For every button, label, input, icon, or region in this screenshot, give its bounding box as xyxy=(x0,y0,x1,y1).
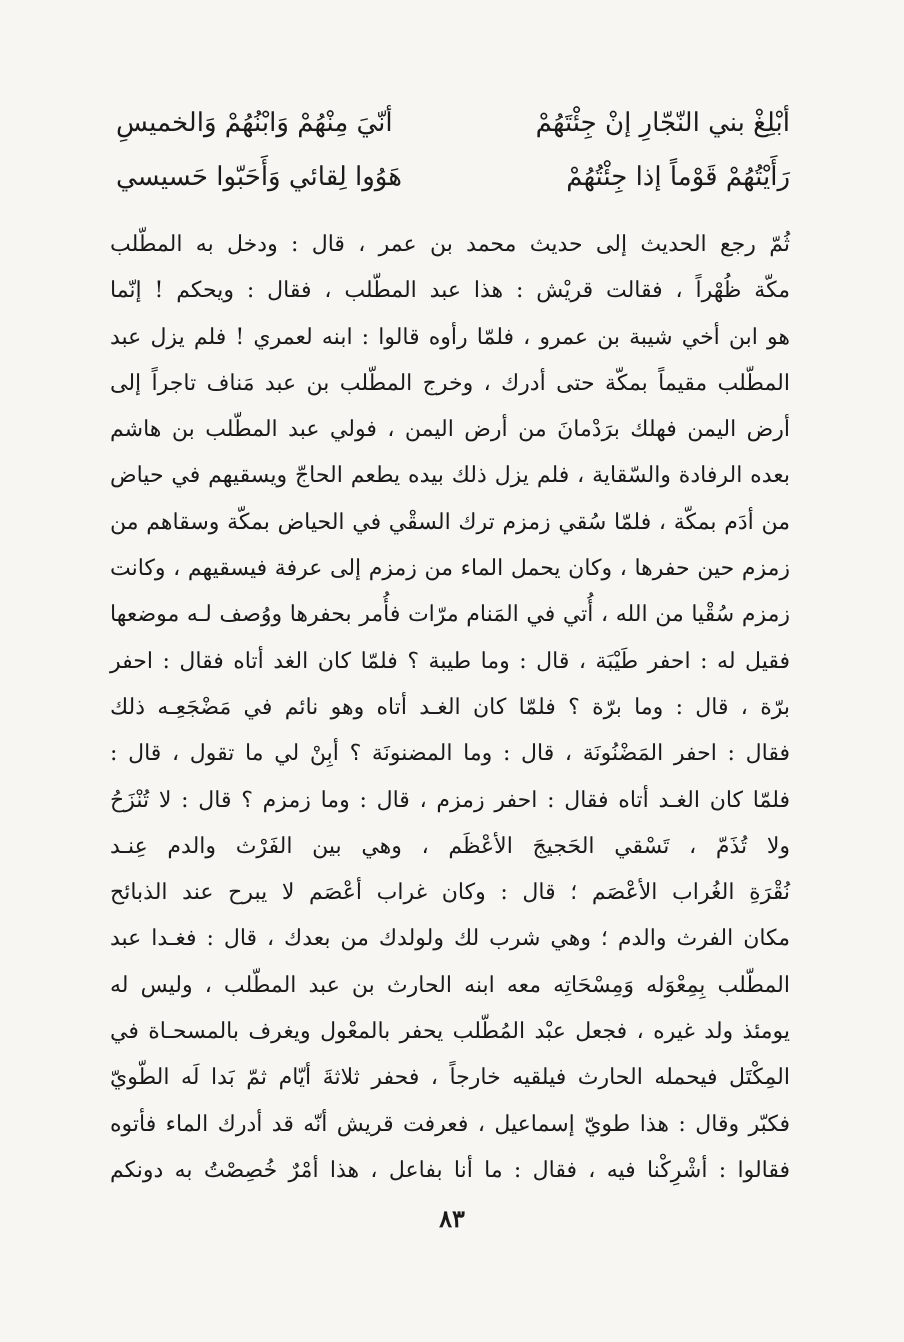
text-line: فقال : احفر المَضْنُونَة ، قال : وما المضنونَة ؟ أبِنْ لي ما تقول ، قال : xyxy=(110,741,790,767)
poetry-verses xyxy=(116,96,790,204)
text-line: المطّلب بِمِعْوَله وَمِسْحَاتِه معه ابنه الحارث بن عبد المطّلب ، وليس له xyxy=(110,972,790,998)
verse-1-second-hemistich: أنّيَ مِنْهُمْ وَابْنُهُمْ وَالخميسِ xyxy=(116,108,393,138)
verse-2-second-hemistich: هَوُوا لِقائي وَأَحَبّوا حَسيسي xyxy=(116,162,402,192)
text-line: بعده الرفادة والسّقاية ، فلم يزل ذلك بيده يطعم الحاجّ ويسقيهم في حياض xyxy=(110,463,790,489)
text-line: زمزم حين حفرها ، وكان يحمل الماء من زمزم إلى عرفة فيسقيهم ، وكانت xyxy=(110,556,790,582)
verse-2-first-hemistich: رَأَيْتُهُمْ قَوْماً إذا جِئْتُهُمْ xyxy=(566,162,790,192)
text-line: هو ابن أخي شيبة بن عمرو ، فلمّا رأوه قالوا : ابنه لعمري ! فلم يزل عبد xyxy=(110,324,790,350)
text-line: فقالوا : أشْرِكْنا فيه ، فقال : ما أنا بفاعل ، هذا أمْرٌ خُصِصْتُ به دونكم xyxy=(110,1157,790,1183)
text-line: فلمّا كان الغـد أتاه فقال : احفر زمزم ، قال : وما زمزم ؟ قال : لا تُنْزَحُ xyxy=(110,787,790,813)
text-line: من أدَم بمكّة ، فلمّا سُقي زمزم ترك السقْي في الحياض بمكّة وسقاهم من xyxy=(110,509,790,535)
text-line: نُقْرَةِ الغُراب الأعْصَم ؛ قال : وكان غراب أعْصَم لا يبرح عند الذبائح xyxy=(110,880,790,906)
text-line: ثُمّ رجع الحديث إلى حديث محمد بن عمر ، قال : ودخل به المطّلب xyxy=(110,232,790,257)
text-line: برّة ، قال : وما برّة ؟ فلمّا كان الغـد أتاه وهو نائم في مَضْجَعِـه ذلك xyxy=(110,694,790,720)
text-line: مكان الفرث والدم ؛ وهي شرب لك ولولدك من بعدك ، قال : فغـدا عبد xyxy=(110,926,790,952)
verse-line-1 xyxy=(116,96,790,150)
text-line: ولا تُذَمّ ، تَسْقي الحَجيجَ الأعْظَم ، وهي بين الفَرْث والدم عِنـد xyxy=(110,833,790,859)
page-number: ٨٣ xyxy=(439,1204,465,1233)
text-line: فكبّر وقال : هذا طويّ إسماعيل ، فعرفت قريش أنّه قد أدرك الماء فأتوه xyxy=(110,1111,790,1137)
verse-line-2 xyxy=(116,150,790,204)
text-line: المِكْتَل فيحمله الحارث فيلقيه خارجاً ، فحفر ثلاثةَ أيّام ثمّ بَدا لَه الطّويّ xyxy=(110,1065,790,1091)
text-line: زمزم سُقْيا من الله ، أُتي في المَنام مرّات فأُمر بحفرها ووُصف لـه موضعها xyxy=(110,602,790,628)
text-line: أرض اليمن فهلك برَدْمانَ من أرض اليمن ، فولي عبد المطّلب بن هاشم xyxy=(110,417,790,443)
verse-1-first-hemistich: أبْلِغْ بني النّجّارِ إنْ جِئْتَهُمْ xyxy=(535,108,790,138)
body-text xyxy=(110,222,790,1194)
text-line: فقيل له : احفر طَيْبَة ، قال : وما طيبة ؟ فلمّا كان الغد أتاه فقال : احفر xyxy=(110,648,790,674)
text-line: يومئذ ولد غيره ، فجعل عبْد المُطّلب يحفر بالمعْول ويغرف بالمسحـاة في xyxy=(110,1019,790,1045)
text-line: المطّلب مقيماً بمكّة حتى أدرك ، وخرج المطّلب بن عبد مَناف تاجراً إلى xyxy=(110,370,790,396)
text-line: مكّة ظُهْراً ، فقالت قريْش : هذا عبد المطّلب ، فقال : ويحكم ! إنّما xyxy=(110,278,790,304)
